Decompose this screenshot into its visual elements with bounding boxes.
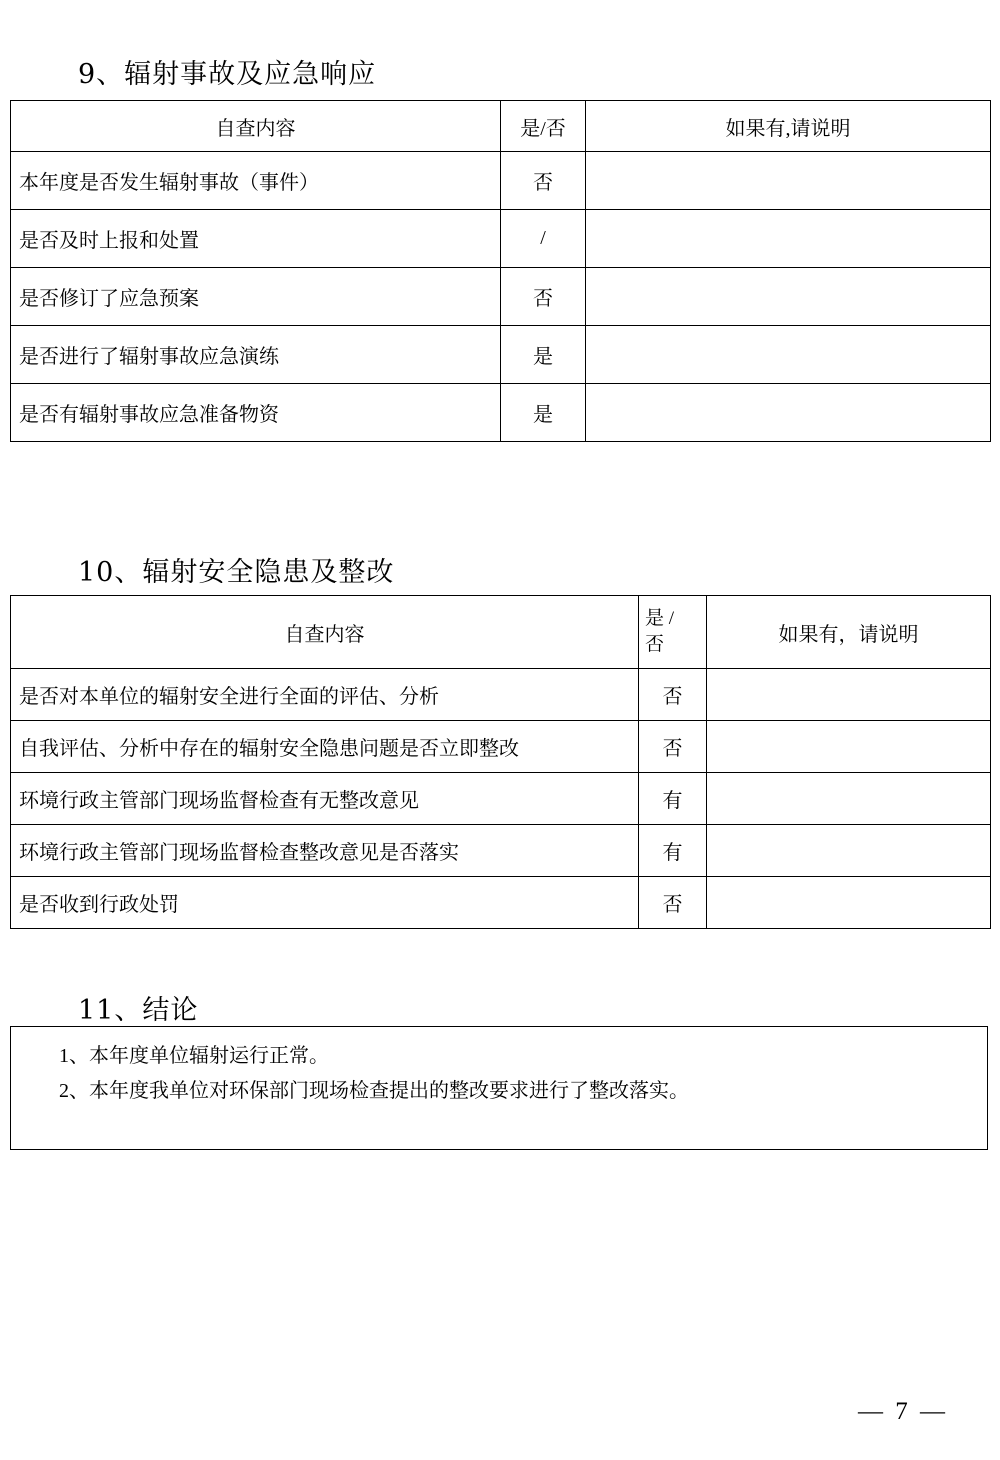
row-answer[interactable]: / — [501, 210, 586, 268]
row-note[interactable] — [707, 877, 991, 929]
row-note[interactable] — [586, 210, 991, 268]
table-row — [11, 268, 991, 326]
table-row — [11, 326, 991, 384]
row-content: 是否进行了辐射事故应急演练 — [11, 326, 501, 384]
row-content: 环境行政主管部门现场监督检查整改意见是否落实 — [11, 825, 639, 877]
table-header-row — [11, 596, 991, 669]
row-note[interactable] — [586, 268, 991, 326]
safety-hazard-rectification-table — [10, 595, 991, 929]
table-header-answer — [639, 596, 707, 669]
conclusion-line-2: 2、本年度我单位对环保部门现场检查提出的整改要求进行了整改落实。 — [59, 1080, 689, 1102]
table-header-content: 自查内容 — [11, 596, 639, 669]
row-answer[interactable]: 否 — [501, 268, 586, 326]
table-header-note: 如果有，请说明 — [707, 596, 991, 669]
table-row — [11, 877, 991, 929]
row-content: 是否对本单位的辐射安全进行全面的评估、分析 — [11, 669, 639, 721]
row-content: 是否有辐射事故应急准备物资 — [11, 384, 501, 442]
row-answer[interactable]: 是 — [501, 384, 586, 442]
row-answer[interactable]: 否 — [639, 669, 707, 721]
table-row — [11, 669, 991, 721]
row-note[interactable] — [707, 669, 991, 721]
row-answer[interactable]: 是 — [501, 326, 586, 384]
table-header-row — [11, 101, 991, 152]
conclusion-box — [10, 1026, 988, 1150]
row-answer[interactable]: 否 — [639, 721, 707, 773]
row-note[interactable] — [707, 773, 991, 825]
row-answer[interactable]: 否 — [501, 152, 586, 210]
row-content: 是否收到行政处罚 — [11, 877, 639, 929]
row-answer[interactable]: 有 — [639, 825, 707, 877]
row-note[interactable] — [586, 384, 991, 442]
table-row — [11, 384, 991, 442]
row-content: 自我评估、分析中存在的辐射安全隐患问题是否立即整改 — [11, 721, 639, 773]
row-content: 环境行政主管部门现场监督检查有无整改意见 — [11, 773, 639, 825]
section-heading-10: 10、辐射安全隐患及整改 — [78, 557, 395, 588]
row-note[interactable] — [707, 825, 991, 877]
row-answer[interactable]: 否 — [639, 877, 707, 929]
table-header-answer: 是/否 — [501, 101, 586, 152]
row-note[interactable] — [586, 326, 991, 384]
table-header-answer-line2: 否 — [645, 634, 665, 655]
conclusion-line-1: 1、本年度单位辐射运行正常。 — [59, 1045, 329, 1067]
row-note[interactable] — [586, 152, 991, 210]
radiation-accident-table — [10, 100, 991, 442]
table-header-note: 如果有,请说明 — [586, 101, 991, 152]
table-row — [11, 152, 991, 210]
section-heading-11: 11、结论 — [78, 995, 199, 1026]
row-note[interactable] — [707, 721, 991, 773]
table-header-answer-line1: 是 / — [645, 608, 675, 630]
table-row — [11, 721, 991, 773]
table-row — [11, 210, 991, 268]
row-content: 是否修订了应急预案 — [11, 268, 501, 326]
table-header-content: 自查内容 — [11, 101, 501, 152]
row-content: 是否及时上报和处置 — [11, 210, 501, 268]
table-row — [11, 773, 991, 825]
table-row — [11, 825, 991, 877]
section-heading-9: 9、辐射事故及应急响应 — [78, 59, 377, 90]
page-number: — 7 — — [858, 1398, 948, 1425]
row-content: 本年度是否发生辐射事故（事件） — [11, 152, 501, 210]
row-answer[interactable]: 有 — [639, 773, 707, 825]
